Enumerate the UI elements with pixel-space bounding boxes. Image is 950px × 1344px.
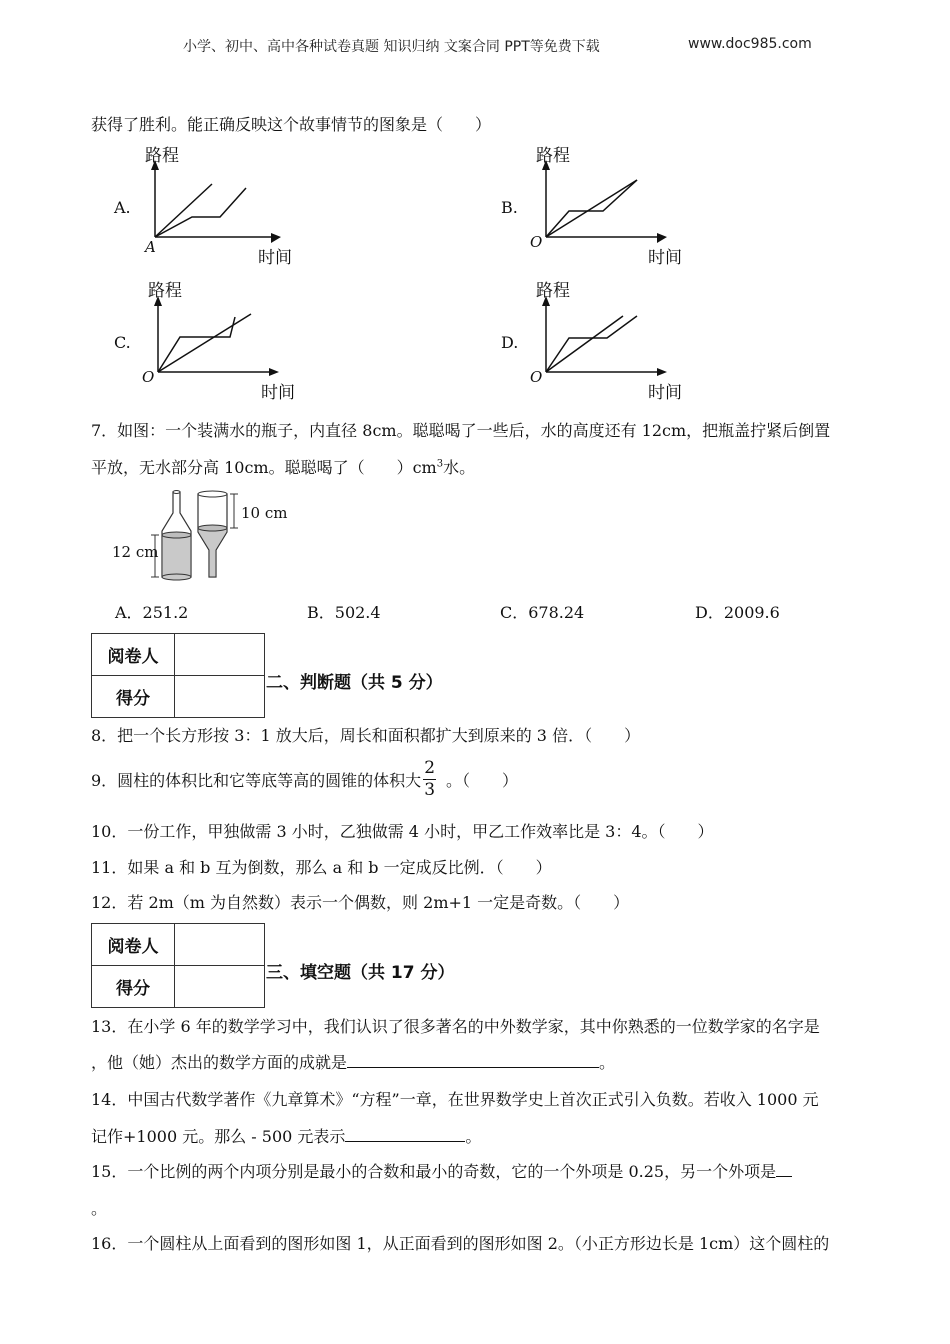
q16: 16．一个圆柱从上面看到的图形如图 1，从正面看到的图形如图 2。（小正方形边长是 1cm）这个圆柱的 [91,1234,830,1253]
q9-end: 。（ ） [446,771,519,790]
q7-option-c[interactable]: C．678.24 [500,603,585,622]
line-steady [546,180,637,237]
q7-label-12cm: 12 cm [112,543,159,561]
q7-line2-text: 平放，无水部分高 10cm。聪聪喝了（ ）cm [91,458,437,477]
section3-reviewer-cell [175,924,265,966]
q15-line1 [91,1159,792,1182]
q7-option-a[interactable]: A．251.2 [115,603,189,622]
q6-graph-c-origin: O [142,368,155,386]
line-steady [158,314,251,372]
q9-fraction [423,760,436,799]
q6-graph-b-origin: O [530,233,543,251]
q14-line2-end: 。 [465,1127,482,1146]
q6-graph-b-yaxis: 路程 [536,146,570,166]
q7-option-b[interactable]: B．502.4 [307,603,381,622]
x-arrow [657,233,667,243]
q10: 10．一份工作，甲独做需 3 小时，乙独做需 4 小时，甲乙工作效率比是 3：4。（ ） [91,822,714,841]
q7-line2-sup: 3 [436,458,444,470]
q6-graph-c-xaxis: 时间 [261,383,295,403]
section2-reviewer-label: 阅卷人 [92,634,175,676]
line-rest [158,317,235,372]
q8: 8．把一个长方形按 3：1 放大后，周长和面积都扩大到原来的 3 倍．（ ） [91,726,641,745]
upright-cap [173,491,180,494]
header-site: www.doc985.com [688,36,812,52]
q6-graph-a-yaxis: 路程 [145,146,179,166]
q7-line1: 7．如图：一个装满水的瓶子，内直径 8cm。聪聪喝了一些后，水的高度还有 12cm，把瓶盖拧紧后倒置 [91,421,831,440]
section3-score-label: 得分 [92,966,175,1008]
q6-option-b[interactable]: B. [501,198,518,217]
q6-graph-b-xaxis: 时间 [648,248,682,268]
x-arrow [271,233,281,243]
upright-bottom [162,574,191,580]
q7-bottle-figure [110,488,310,588]
q13-line2 [91,1050,615,1073]
q6-stem: 获得了胜利。能正确反映这个故事情节的图象是（ ） [91,115,492,134]
section3-title: 三、填空题（共 17 分） [266,963,455,983]
q15-answer-blank[interactable] [776,1161,792,1177]
q6-option-a[interactable]: A. [114,198,131,217]
inverted-top [198,491,227,497]
q11: 11．如果 a 和 b 互为倒数，那么 a 和 b 一定成反比例．（ ） [91,858,552,877]
q14-line1: 14．中国古代数学著作《九章算术》“方程”一章，在世界数学史上首次正式引入负数。若收入 1000 元 [91,1090,819,1109]
q9-text: 9．圆柱的体积比和它等底等高的圆锥的体积大 [91,771,422,790]
q6-graph-a-xaxis: 时间 [258,248,292,268]
section2-score-label: 得分 [92,676,175,718]
q13-answer-blank[interactable] [347,1052,599,1068]
q9-denominator: 3 [424,780,436,800]
q13-line2-end: 。 [599,1053,616,1072]
section2-score-table [91,633,265,718]
x-arrow [269,368,279,376]
upright-water [162,535,191,577]
q7-line2 [91,455,475,478]
q12: 12．若 2m（m 为自然数）表示一个偶数，则 2m+1 一定是奇数。（ ） [91,893,630,912]
q6-option-c[interactable]: C. [114,333,131,352]
section3-reviewer-label: 阅卷人 [92,924,175,966]
q6-graph-c-yaxis: 路程 [148,281,182,301]
q6-graph-d-origin: O [530,368,543,386]
section2-reviewer-cell [175,634,265,676]
q14-line2-text: 记作+1000 元。那么 - 500 元表示 [91,1127,346,1146]
q6-graph-d-yaxis: 路程 [536,281,570,301]
q13-line2-text: ，他（她）杰出的数学方面的成就是 [91,1053,348,1072]
q14-answer-blank[interactable] [345,1126,465,1142]
q13-line1: 13．在小学 6 年的数学学习中，我们认识了很多著名的中外数学家，其中你熟悉的一位数学家的名字是 [91,1017,820,1036]
q14-line2 [91,1124,481,1147]
q15-line1-text: 15．一个比例的两个内项分别是最小的合数和最小的奇数，它的一个外项是 0.25，另一个外项是 [91,1162,777,1181]
q9 [91,760,518,799]
line-rest [546,316,637,372]
line-steady [155,184,212,237]
section2-title: 二、判断题（共 5 分） [266,673,443,693]
header-text: 小学、初中、高中各种试卷真题 知识归纳 文案合同 PPT等免费下载 [183,39,600,55]
q7-line2-end: 水。 [443,458,476,477]
section3-score-table [91,923,265,1008]
inverted-water [198,528,227,577]
section2-score-cell [175,676,265,718]
inverted-water-top [198,525,227,531]
q7-label-10cm: 10 cm [241,504,288,522]
q6-graph-d-xaxis: 时间 [648,383,682,403]
q6-option-d[interactable]: D. [501,333,519,352]
x-arrow [657,368,667,376]
q15-line2: 。 [91,1199,108,1218]
section3-score-cell [175,966,265,1008]
q9-numerator: 2 [424,758,436,778]
q6-graph-a-origin: A [145,238,156,256]
line-steady [546,316,623,372]
upright-water-top [162,532,191,538]
q7-option-d[interactable]: D．2009.6 [695,603,780,622]
